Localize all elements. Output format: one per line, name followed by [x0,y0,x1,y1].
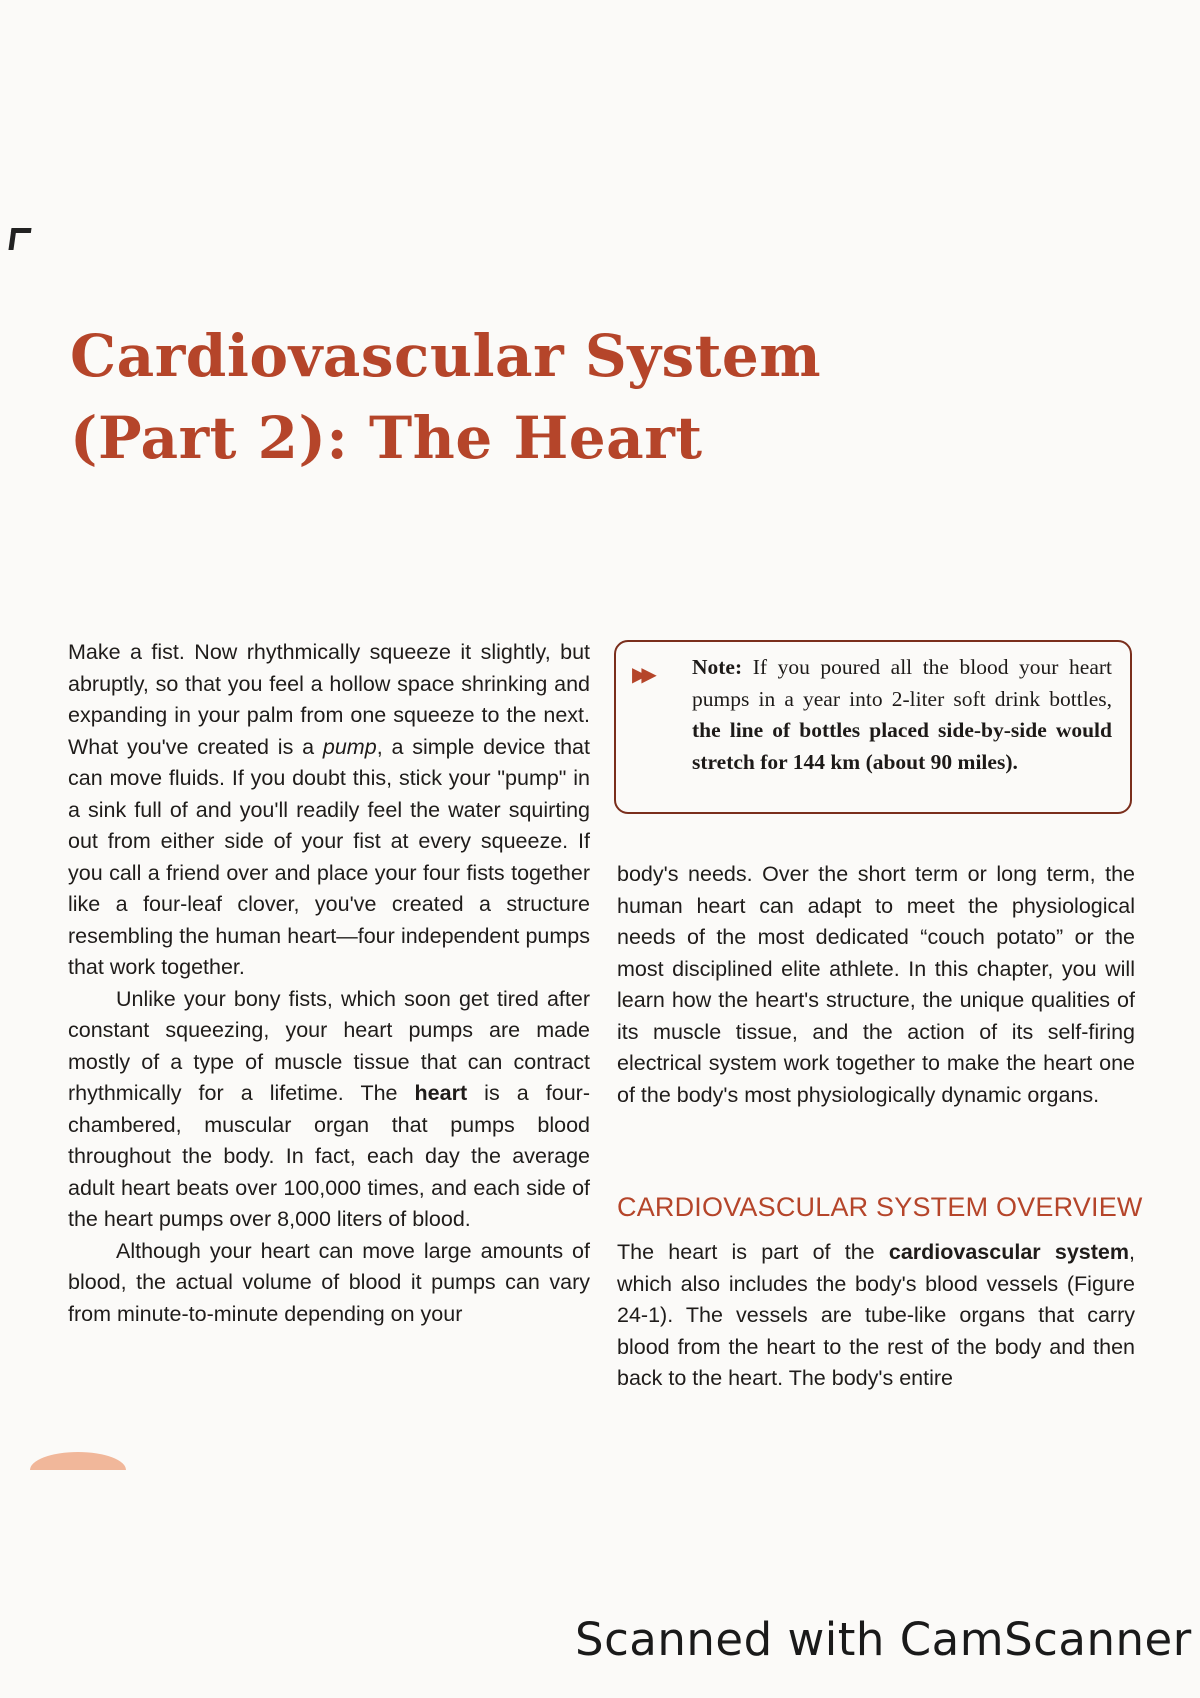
intro-paragraph-3: Although your heart can move large amounts of blood, the actual volume of blood it pumps can vary from minute-to-minute depending on your [68,1238,590,1326]
intro-paragraph-2: Unlike your bony fists, which soon get tired after constant squeezing, your heart pumps are made mostly of a type of muscle tissue that can contract rhythmically for a lifetime. The heart is a four-chambered, muscular organ that pumps blood throughout the body. In fact, each day the average adult heart beats over 100,000 times, and each side of the heart pumps over 8,000 liters of blood. [68,986,590,1231]
page-number-tab [30,1452,126,1470]
note-box [614,640,1132,814]
left-column [68,637,590,1330]
heart-term: heart [414,1081,468,1105]
camscanner-watermark: Scanned with CamScanner [575,1613,1192,1666]
right-column-bottom [617,1237,1135,1395]
pump-term: pump [322,734,377,759]
overview-paragraph: The heart is part of the cardiovascular system, which also includes the body's blood vessels (Figure 24-1). The vessels are tube-like organs that carry blood from the heart to the rest of the body and then back to the heart. The body's entire [617,1240,1135,1390]
section-heading: CARDIOVASCULAR SYSTEM OVERVIEW [617,1192,1143,1222]
double-right-arrow-icon: ▶▶ [632,662,651,686]
intro-paragraph-1: Make a fist. Now rhythmically squeeze it slightly, but abruptly, so that you feel a hollow space shrinking and expanding in your palm from one squeeze to the next. What you've created is a pump, a simple device that can move fluids. If you doubt this, stick your "pump" in a sink full of and you'll readily feel the water squirting out from either side of your fist at every squeeze. If you call a friend over and place your four fists together like a four-leaf clover, you've created a structure resembling the human heart—four independent pumps that work together. [68,640,590,979]
note-label: Note: [692,655,743,679]
continued-paragraph: body's needs. Over the short term or long term, the human heart can adapt to meet the physiological needs of the most dedicated “couch potato” or the most disciplined elite athlete. In this chapter, you will learn how the heart's structure, the unique qualities of its muscle tissue, and the action of its self-firing electrical system work together to make the heart one of the body's most physiologically dynamic organs. [617,862,1135,1107]
note-text: Note: If you poured all the blood your heart pumps in a year into 2-liter soft drink bottles, the line of bottles placed side-by-side would stretch for 144 km (about 90 miles). [692,655,1112,774]
chapter-title-line-1: Cardiovascular System [70,322,822,390]
chapter-title [70,315,821,479]
cardiovascular-system-term: cardiovascular system [888,1240,1129,1264]
chapter-title-line-2: (Part 2): The Heart [70,404,703,472]
page-corner-mark [8,228,31,250]
note-emphasis: the line of bottles placed side-by-side would stretch for 144 km (about 90 miles). [692,718,1112,774]
right-column-top [617,859,1135,1111]
